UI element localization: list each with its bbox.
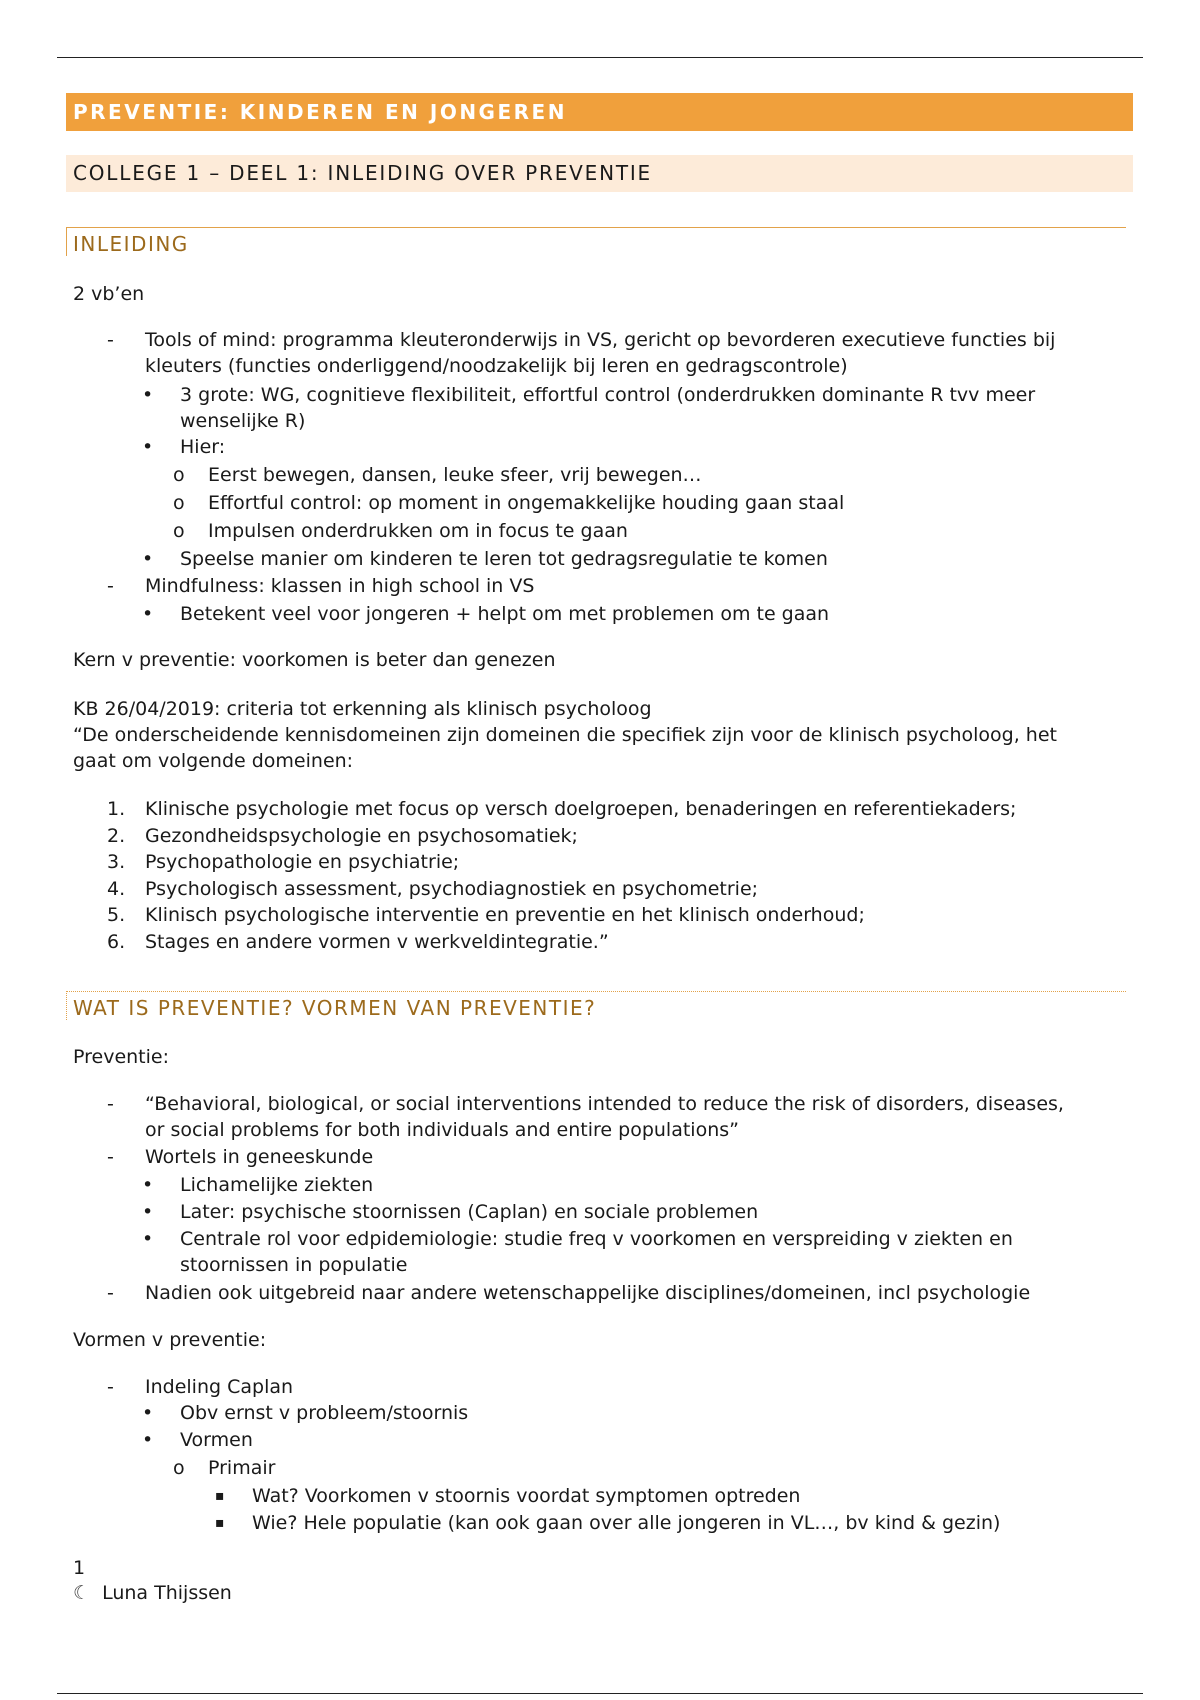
numbered-item [107, 796, 1127, 823]
bullet-marker: • [142, 1402, 154, 1424]
numbered-item [107, 929, 1127, 956]
quote-line: “De onderscheidende kennisdomeinen zijn domeinen die specifiek zijn voor de klinisch psycholoog, het [73, 724, 1057, 746]
list-item [180, 382, 1135, 434]
paragraph-preventie: Preventie: [73, 1046, 170, 1068]
dash-marker: - [107, 1282, 114, 1304]
dash-marker: - [107, 1146, 114, 1168]
list-item: Eerst bewegen, dansen, leuke sfeer, vrij bewegen… [208, 464, 702, 486]
dash-marker: - [107, 1093, 114, 1115]
list-item-text: “Behavioral, biological, or social interventions intended to reduce the risk of disorders, diseases, [145, 1093, 1064, 1115]
list-item-text: 3 grote: WG, cognitieve flexibiliteit, effortful control (onderdrukken dominante R tvv meer [180, 384, 1036, 406]
list-item [145, 1091, 1135, 1143]
list-item-text: wenselijke R) [180, 410, 306, 432]
kb-line: KB 26/04/2019: criteria tot erkenning als klinisch psycholoog [73, 698, 652, 720]
list-item: Wie? Hele populatie (kan ook gaan over alle jongeren in VL…, bv kind & gezin) [252, 1512, 1001, 1534]
list-item: Speelse manier om kinderen te leren tot gedragsregulatie te komen [180, 548, 828, 570]
item-text: Psychopathologie en psychiatrie; [145, 851, 460, 873]
section-heading-inleiding: INLEIDING [66, 227, 1126, 256]
item-number: 3. [107, 851, 126, 873]
footer-author-line [73, 1580, 1133, 1606]
author-name: Luna Thijssen [102, 1582, 232, 1604]
list-item-text: Tools of mind: programma kleuteronderwijs in VS, gericht op bevorderen executieve functies bij [145, 329, 1056, 351]
paragraph-kern: Kern v preventie: voorkomen is beter dan genezen [73, 649, 556, 671]
bottom-rule [57, 1693, 1143, 1694]
item-text: Stages en andere vormen v werkveldintegratie.” [145, 930, 609, 953]
dash-marker: - [107, 575, 114, 597]
bullet-marker: • [142, 1429, 154, 1451]
list-item: Wat? Voorkomen v stoornis voordat symptomen optreden [252, 1485, 801, 1507]
document-title: PREVENTIE: KINDEREN EN JONGEREN [66, 93, 1133, 131]
item-number: 1. [107, 798, 126, 820]
list-item: Lichamelijke ziekten [180, 1174, 374, 1196]
list-item-text: or social problems for both individuals and entire populations” [145, 1119, 739, 1141]
bullet-marker: • [142, 1201, 154, 1223]
list-item: Betekent veel voor jongeren + helpt om met problemen om te gaan [180, 603, 830, 625]
bullet-marker: • [142, 1228, 154, 1250]
list-item: Impulsen onderdrukken om in focus te gaan [208, 520, 628, 542]
square-marker: ▪ [215, 1515, 225, 1531]
item-text: Psychologisch assessment, psychodiagnostiek en psychometrie; [145, 877, 759, 900]
numbered-item [107, 902, 1127, 929]
section-heading-wat-is-preventie: WAT IS PREVENTIE? VORMEN VAN PREVENTIE? [66, 991, 1126, 1020]
list-item-text: Centrale rol voor edpidemiologie: studie freq v voorkomen en verspreiding v ziekten en [180, 1228, 1013, 1250]
bullet-marker: • [142, 1174, 154, 1196]
item-text: Gezondheidspsychologie en psychosomatiek; [145, 824, 578, 847]
list-item: Obv ernst v probleem/stoornis [180, 1402, 469, 1424]
moon-icon: ☾ [73, 1582, 91, 1604]
list-item: Effortful control: op moment in ongemakkelijke houding gaan staal [208, 492, 845, 514]
paragraph-intro: 2 vb’en [73, 283, 145, 305]
list-item-text: kleuters (functies onderliggend/noodzakelijk bij leren en gedragscontrole) [145, 355, 848, 377]
dash-marker: - [107, 1376, 114, 1398]
numbered-item [107, 823, 1127, 850]
numbered-item [107, 876, 1127, 903]
top-rule [57, 57, 1143, 58]
page-number: 1 [73, 1557, 86, 1579]
list-item: Vormen [180, 1429, 253, 1451]
list-item-text: stoornissen in populatie [180, 1254, 408, 1276]
list-item: Indeling Caplan [145, 1376, 294, 1398]
numbered-list [107, 796, 1127, 955]
document-subtitle: COLLEGE 1 – DEEL 1: INLEIDING OVER PREVENTIE [66, 155, 1133, 192]
list-item: Wortels in geneeskunde [145, 1146, 374, 1168]
bullet-marker: • [142, 384, 154, 406]
dash-marker: - [107, 329, 114, 351]
circle-marker: o [173, 520, 185, 542]
numbered-item [107, 849, 1127, 876]
paragraph-vormen: Vormen v preventie: [73, 1329, 267, 1351]
list-item: Primair [208, 1457, 276, 1479]
item-text: Klinische psychologie met focus op versch doelgroepen, benaderingen en referentiekaders; [145, 798, 1017, 820]
quote-line: gaat om volgende domeinen: [73, 750, 354, 772]
list-item: Nadien ook uitgebreid naar andere wetenschappelijke disciplines/domeinen, incl psychologie [145, 1282, 1031, 1304]
list-item: Hier: [180, 436, 226, 458]
item-number: 2. [107, 824, 126, 847]
bullet-marker: • [142, 436, 154, 458]
list-item [145, 327, 1135, 379]
bullet-marker: • [142, 603, 154, 625]
item-text: Klinisch psychologische interventie en preventie en het klinisch onderhoud; [145, 904, 865, 926]
item-number: 5. [107, 904, 126, 926]
square-marker: ▪ [215, 1488, 225, 1504]
circle-marker: o [173, 1457, 185, 1479]
item-number: 6. [107, 930, 126, 953]
list-item: Later: psychische stoornissen (Caplan) en sociale problemen [180, 1201, 759, 1223]
bullet-marker: • [142, 548, 154, 570]
circle-marker: o [173, 464, 185, 486]
item-number: 4. [107, 877, 126, 900]
circle-marker: o [173, 492, 185, 514]
list-item [180, 1226, 1135, 1278]
paragraph-kb [73, 696, 1133, 774]
list-item: Mindfulness: klassen in high school in VS [145, 575, 535, 597]
